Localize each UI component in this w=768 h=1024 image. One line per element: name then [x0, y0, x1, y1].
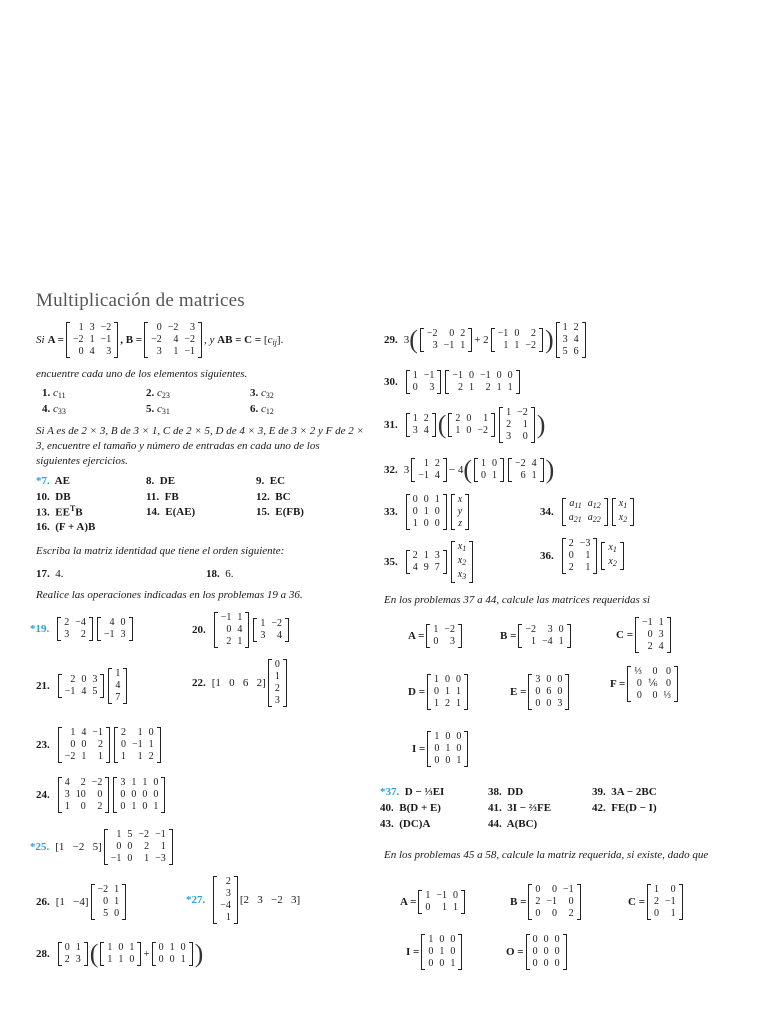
problem-27: *27. 2 3 −4 1 [2 3 −2 3]: [186, 876, 301, 923]
matrix-A-def: A = 1 −2 0 3: [408, 624, 464, 648]
list-item: 4. $c_{33}$: [42, 402, 66, 416]
identity-paragraph: Escriba la matriz identidad que tiene el orden siguiente:: [36, 545, 285, 557]
problem-32: 32. 3 1 2 −1 4 − 4 ( 1 0 0 1 −2 4 6 1 ): [384, 455, 555, 484]
problem-21: 21. 2 0 3 −1 4 5 1 4 7: [36, 668, 129, 704]
problem-30: 30. 1 −1 0 3 −1 0 −1 0 0 2 1 2 1 1: [384, 370, 522, 394]
problems-45-paragraph: En los problemas 45 a 58, calcule la matriz requerida, si existe, dado que: [384, 849, 709, 861]
matrix-B-def: B = −2 3 0 1 −4 1: [500, 624, 573, 648]
problem-24: 24. 4 2 −2 3 10 0 1 0 2 3 1 1 0 0 0 0 0 0 1 0 1: [36, 777, 167, 813]
intro-definition: Si A = 1 3 −2 −2 1 −1 0 4 3 , B = 0 −2 3 −2 4 −2 3 1 −1 , y AB = C = $[c_{ij}]$.: [36, 322, 284, 357]
problem-25: *25. [1 −2 5] 1 5 −2 −1 0 0 2 1 −1 0 1 −3: [30, 829, 175, 865]
problem-33: 33. 0 0 1 0 1 0 1 0 0 x y z: [384, 494, 471, 530]
operations-paragraph: Realice las operaciones indicadas en los problemas 19 a 36.: [36, 589, 303, 601]
list-item: 2. $c_{23}$: [146, 386, 170, 400]
problem-31: 31. 1 2 3 4 ( 2 0 1 1 0 −2 1 −2 2 1 3 0 ): [384, 407, 546, 442]
matrix-F-def: F = ⅓ 0 0 0 ⅙ 0 0 0 ⅓: [610, 666, 680, 702]
elements-list: [42, 385, 362, 417]
problem-34: 34. $a_{11}$ $a_{12}$ $a_{21}$ $a_{22}$ $x_1$ $x_2$: [540, 498, 636, 526]
problems-37-paragraph: En los problemas 37 a 44, calcule las matrices requeridas si: [384, 594, 650, 606]
sizes-list: *7. AE 8. DE 9. EC 10. DB 11. FB 12. BC 13. $EE^TB$ 14. E(AE) 15. E(FB) 16. (F + A)B: [36, 474, 304, 533]
matrix-D-def: D = 1 0 0 0 1 1 1 2 1: [408, 674, 470, 710]
matrix-A-intro: 1 3 −2 −2 1 −1 0 4 3: [66, 322, 118, 358]
matrix-A-def-2: A = 1 −1 0 0 1 1: [400, 890, 467, 914]
identity-items: 17. 4. 18. 6.: [36, 568, 234, 580]
problem-20: 20. −1 1 0 4 2 1 1 −2 3 4: [192, 612, 291, 648]
matrix-I-def: I = 1 0 0 0 1 0 0 0 1: [412, 731, 470, 767]
problem-26: 26. [1 −4] −2 1 0 1 5 0: [36, 884, 128, 920]
list-item: 6. $c_{12}$: [250, 402, 274, 416]
matrix-C-def: C = −1 1 0 3 2 4: [616, 617, 673, 653]
list-item: 3. $c_{32}$: [250, 386, 274, 400]
problems-37-44: *37. D − ⅓EI 38. DD 39. 3A − 2BC 40. B(D + E) 41. 3I − ⅔FE 42. FE(D − I) 43. (DC)A 44. A(BC): [380, 786, 657, 830]
matrix-O-def: O = 0 0 0 0 0 0 0 0 0: [506, 934, 569, 970]
list-item: 5. $c_{31}$: [146, 402, 170, 416]
problem-36: 36. 2 −3 0 1 2 1 $x_1$ $x_2$: [540, 538, 626, 574]
problem-29: 29. 3 ( −2 0 2 3 −1 1 + 2 −1 0 2 1 1 −2 ) 1 2 3 4 5 6: [384, 322, 588, 358]
matrix-E-def: E = 3 0 0 0 6 0 0 0 3: [510, 674, 571, 710]
matrix-B-def-2: B = 0 0 −1 2 −1 0 0 0 2: [510, 884, 583, 920]
problem-19: *19. 2 −4 3 2 4 0 −1 3: [30, 617, 135, 641]
matrix-C-def-2: C = 1 0 2 −1 0 1: [628, 884, 685, 920]
matrix-I-def-2: I = 1 0 0 0 1 0 0 0 1: [406, 934, 464, 970]
problem-22: 22. [1 0 6 2] 0 1 2 3: [192, 659, 289, 707]
problem-28: 28. 0 1 2 3 ( 1 0 1 1 1 0 + 0 1 0 0 0 1 ): [36, 939, 204, 968]
section-title: Multiplicación de matrices: [36, 290, 245, 311]
intro-line2: encuentre cada uno de los elementos siguientes.: [36, 368, 248, 380]
problem-23: 23. 1 4 −1 0 0 2 −2 1 1 2 1 0 0 −1 1 1 1 2: [36, 727, 163, 763]
problem-35: 35. 2 1 3 4 9 7 $x_1$ $x_2$ $x_3$: [384, 541, 475, 583]
sizes-paragraph: Si A es de 2 × 3, B de 3 × 1, C de 2 × 5, D de 4 × 3, E de 3 × 2 y F de 2 × 3, encuentre el tamaño y número de entradas en cada uno de los siguientes ejercicios.: [36, 425, 364, 467]
list-item: 1. $c_{11}$: [42, 386, 66, 400]
matrix-B-intro: 0 −2 3 −2 4 −2 3 1 −1: [144, 322, 202, 358]
